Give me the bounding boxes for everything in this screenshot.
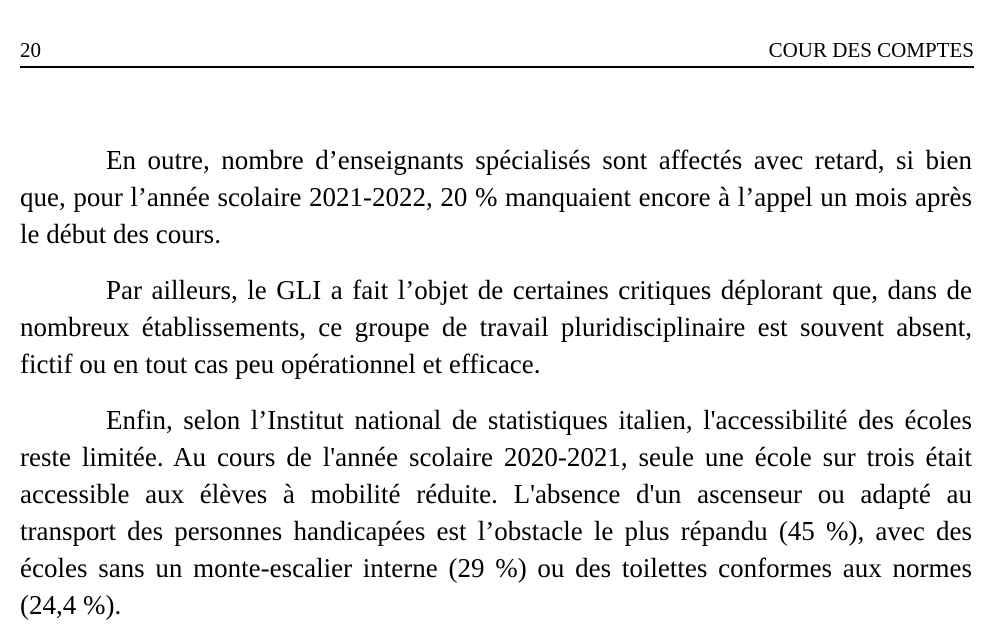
paragraph-school-accessibility: Enfin, selon l’Institut national de statistiques italien, l'accessibilité des écoles reste limitée. Au cours de l'année scolaire 2020-2021, seule une école sur trois était accessible aux élèves à mobilité réduite. L'absence d'un ascenseur ou adapté au transport des personnes handicapées est l’obstacle le plus répandu (45 %), avec des écoles sans un monte-escalier interne (29 %) ou des toilettes conformes aux normes (24,4 %). xyxy=(20,405,972,620)
running-title: COUR DES COMPTES xyxy=(768,38,974,62)
body-text xyxy=(20,142,972,643)
page-number: 20 xyxy=(20,38,41,62)
paragraph-teacher-delays: En outre, nombre d’enseignants spécialisés sont affectés avec retard, si bien que, pour l’année scolaire 2021-2022, 20 % manquaient encore à l’appel un mois après le début des cours. xyxy=(20,145,972,249)
paragraph-gli-criticism: Par ailleurs, le GLI a fait l’objet de certaines critiques déplorant que, dans de nombreux établissements, ce groupe de travail pluridisciplinaire est souvent absent, fictif ou en tout cas peu opérationnel et efficace. xyxy=(20,275,972,379)
running-header xyxy=(20,36,974,68)
